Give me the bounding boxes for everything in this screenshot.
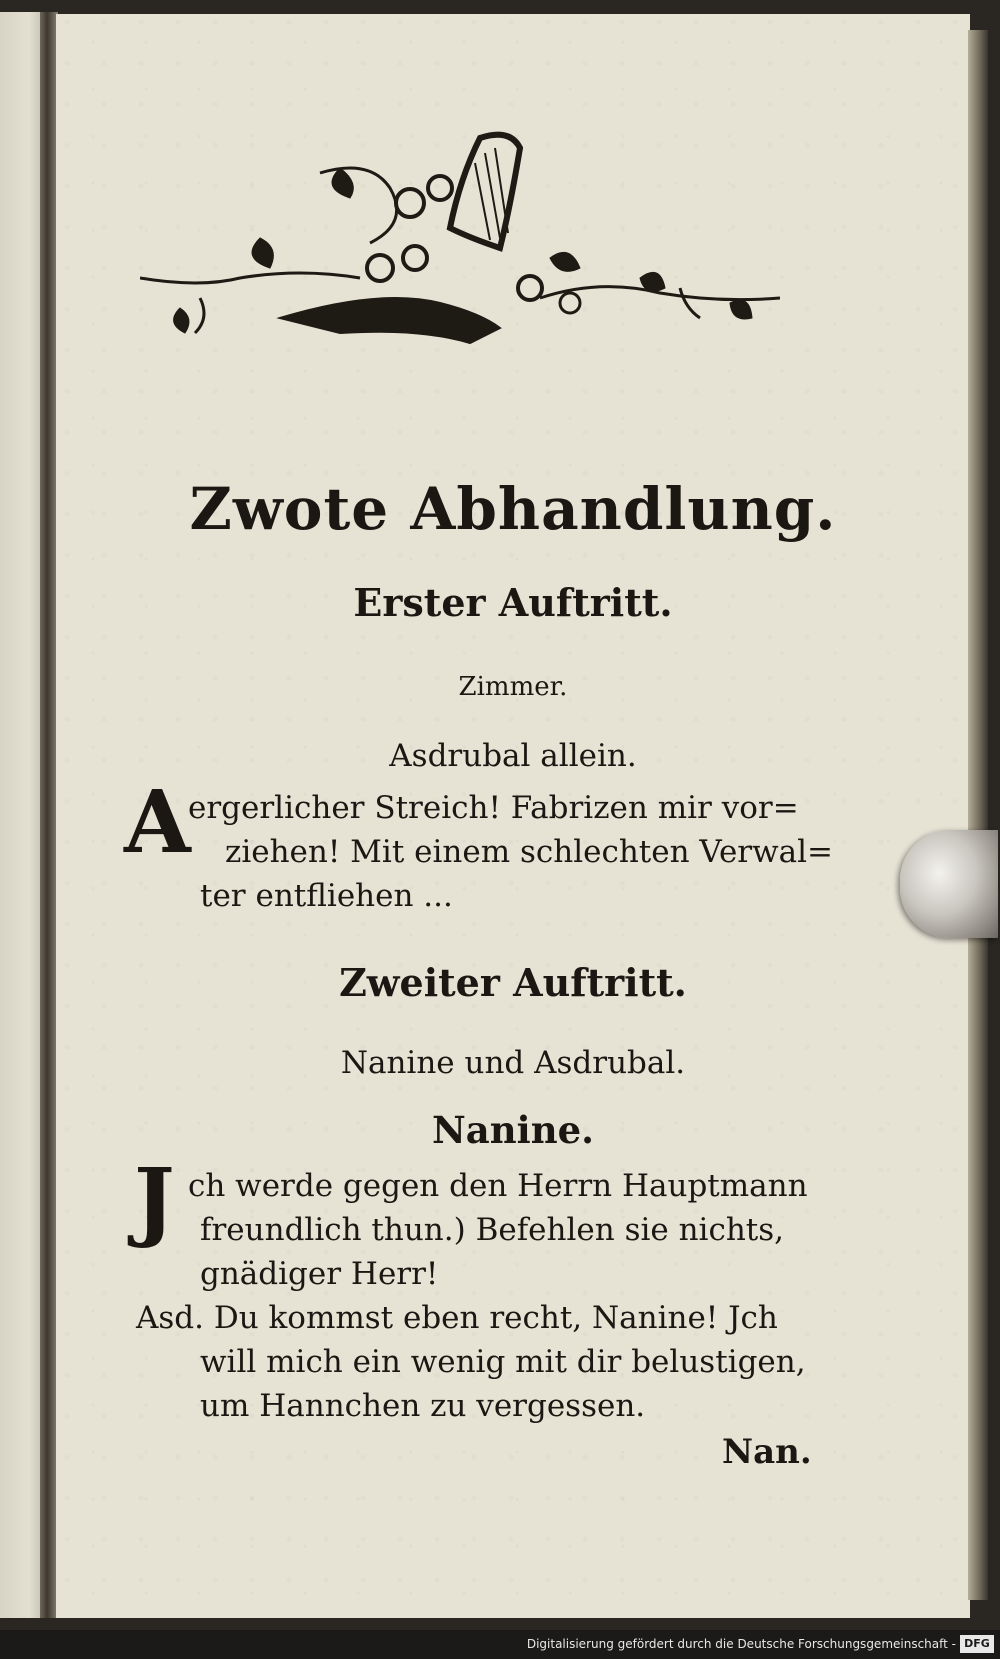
text-line: ter entfliehen ... — [200, 878, 453, 914]
text-line: ergerlicher Streich! Fabrizen mir vor= — [188, 790, 799, 826]
cornucopia-ornament — [140, 128, 780, 368]
dfg-logo: DFG — [960, 1635, 994, 1653]
text-line: gnädiger Herr! — [200, 1256, 439, 1292]
text-line: freundlich thun.) Befehlen sie nichts, — [200, 1212, 785, 1248]
text-line: ch werde gegen den Herrn Hauptmann — [188, 1168, 808, 1204]
footer-credit: Digitalisierung gefördert durch die Deutsche Forschungsgemeinschaft - — [526, 1637, 956, 1651]
scene-location: Zimmer. — [458, 672, 568, 702]
scene-heading-1: Erster Auftritt. — [353, 580, 673, 625]
page-stack-edge — [968, 30, 988, 1600]
text-line: will mich ein wenig mit dir belustigen, — [200, 1344, 806, 1380]
scene-heading-2: Zweiter Auftritt. — [339, 960, 687, 1005]
scene-cast-1: Asdrubal allein. — [389, 738, 637, 774]
text-line: Asd. Du kommst eben recht, Nanine! Jch — [136, 1300, 778, 1336]
chapter-title: Zwote Abhandlung. — [189, 475, 837, 543]
scene-cast-2: Nanine und Asdrubal. — [340, 1045, 686, 1081]
text-line: ziehen! Mit einem schlechten Verwal= — [225, 834, 834, 870]
page-clip — [900, 830, 998, 938]
drop-cap-j: J — [134, 1150, 175, 1251]
text-line: um Hannchen zu vergessen. — [200, 1388, 646, 1424]
catchword: Nan. — [722, 1432, 812, 1472]
speaker-name: Nanine. — [431, 1108, 595, 1152]
drop-cap-a: A — [124, 772, 191, 873]
